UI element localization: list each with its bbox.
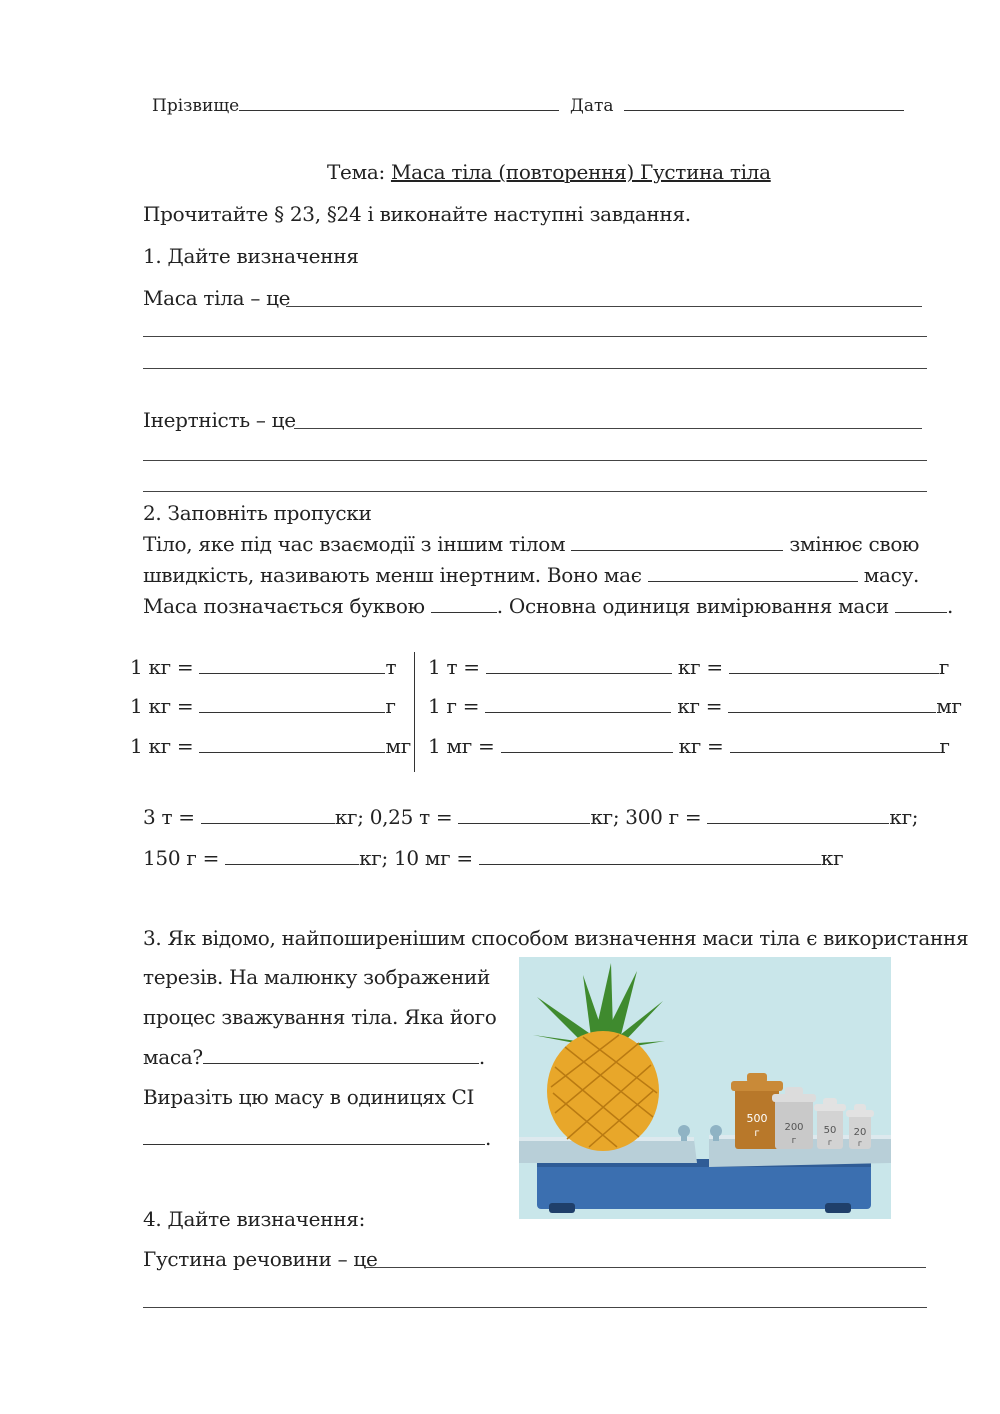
- weight-label: 500: [746, 1112, 768, 1125]
- conv-lhs: 1 г =: [428, 694, 480, 718]
- task2-line-3-mid: . Основна одиниця вимірювання маси: [496, 594, 889, 618]
- weight-20: [846, 1104, 874, 1149]
- weight-label: 20: [853, 1127, 867, 1138]
- si-answer-blank[interactable]: [143, 1128, 485, 1145]
- surname-blank[interactable]: [239, 94, 559, 111]
- conv-text: кг; 0,25 т =: [334, 805, 453, 829]
- conv-unit: г: [938, 655, 950, 679]
- conv-lhs: 1 кг =: [130, 655, 194, 679]
- weight-50: [814, 1098, 846, 1149]
- conv-blank[interactable]: [485, 696, 671, 713]
- date-blank[interactable]: [624, 94, 904, 111]
- table-divider: [414, 652, 415, 772]
- blank-mass-letter[interactable]: [431, 596, 497, 613]
- scale-foot: [549, 1203, 575, 1213]
- conv-blank[interactable]: [501, 736, 673, 753]
- scale-illustration: [519, 957, 891, 1219]
- mass-question: маса?: [143, 1045, 203, 1069]
- conv-left-row: [130, 655, 396, 679]
- pineapple: [547, 1031, 659, 1151]
- conv-blank[interactable]: [728, 696, 936, 713]
- task3-line-3: процес зважування тіла. Яка його: [143, 1005, 497, 1029]
- conv-unit: т: [385, 655, 397, 679]
- conv-text: 150 г =: [143, 846, 220, 870]
- conv-text: кг: [820, 846, 844, 870]
- conv-mid: кг =: [678, 734, 724, 758]
- task4-heading: 4. Дайте визначення:: [143, 1207, 366, 1231]
- blank-mass-size[interactable]: [648, 565, 858, 582]
- conv-blank[interactable]: [201, 807, 335, 824]
- inertia-answer-line-1[interactable]: [294, 428, 922, 429]
- date-label: Дата: [570, 96, 614, 116]
- topic-prefix: Тема:: [327, 160, 391, 184]
- task2-line-3: [143, 594, 953, 618]
- period: .: [485, 1126, 492, 1150]
- weight-label: 50: [823, 1125, 837, 1136]
- conv-right-row: [428, 734, 950, 758]
- blank-interaction[interactable]: [571, 534, 783, 551]
- conv-text: 3 т =: [143, 805, 195, 829]
- task2-line-2-start: швидкість, називають менш інертним. Воно має: [143, 563, 642, 587]
- mass-answer-line-1[interactable]: [286, 306, 922, 307]
- mass-definition-label: Маса тіла – це: [143, 286, 291, 310]
- conv-blank[interactable]: [458, 807, 590, 824]
- weight-label: 200: [784, 1122, 804, 1133]
- conv-unit: мг: [385, 734, 411, 758]
- task2-heading: 2. Заповніть пропуски: [143, 501, 372, 525]
- task2-line-1-end: змінює свою: [789, 532, 920, 556]
- conv-left-row: [130, 694, 396, 718]
- topic-title: Маса тіла (повторення) Густина тіла: [390, 160, 771, 184]
- task2-line-2-end: масу.: [863, 563, 920, 587]
- conv-blank[interactable]: [730, 736, 940, 753]
- conv-blank[interactable]: [225, 848, 359, 865]
- task3-line-4: [143, 1045, 485, 1069]
- conv-blank[interactable]: [479, 848, 821, 865]
- weight-unit: г: [754, 1128, 760, 1139]
- inertia-answer-line-2[interactable]: [143, 460, 927, 461]
- task2-line-2: [143, 563, 919, 587]
- conv-right-row: [428, 694, 962, 718]
- conv-lhs: 1 т =: [428, 655, 480, 679]
- weight-unit: г: [827, 1138, 833, 1147]
- inertia-answer-line-3[interactable]: [143, 491, 927, 492]
- conv-blank[interactable]: [729, 657, 939, 674]
- task3-line-1: 3. Як відомо, найпоширенішим способом визначення маси тіла є використання: [143, 926, 969, 950]
- conv-left-row: [130, 734, 411, 758]
- conv-blank[interactable]: [486, 657, 672, 674]
- conv-unit: мг: [936, 694, 962, 718]
- conv-text: кг; 300 г =: [590, 805, 702, 829]
- task2-line-1: [143, 532, 919, 556]
- conv-lhs: 1 кг =: [130, 734, 194, 758]
- task2-line-3-start: Маса позначається буквою: [143, 594, 425, 618]
- conversion-row-a: [143, 805, 918, 829]
- conv-right-row: [428, 655, 949, 679]
- task3-line-5: Виразіть цю масу в одиницях СІ: [143, 1085, 475, 1109]
- conversion-row-b: [143, 846, 843, 870]
- task3-line-6: [143, 1126, 491, 1150]
- density-answer-line-1[interactable]: [364, 1267, 926, 1268]
- conv-mid: кг =: [677, 655, 723, 679]
- conv-lhs: 1 мг =: [428, 734, 495, 758]
- topic-line: [327, 160, 771, 184]
- surname-field[interactable]: [152, 94, 559, 116]
- density-answer-line-2[interactable]: [143, 1307, 927, 1308]
- conv-unit: г: [385, 694, 396, 718]
- date-field[interactable]: [570, 94, 904, 116]
- conv-blank[interactable]: [199, 736, 385, 753]
- density-definition-label: Густина речовини – це: [143, 1247, 378, 1271]
- conv-blank[interactable]: [199, 657, 385, 674]
- mass-answer-line-3[interactable]: [143, 368, 927, 369]
- task3-line-2: терезів. На малюнку зображений: [143, 965, 491, 989]
- weight-unit: г: [791, 1136, 797, 1146]
- conv-blank[interactable]: [707, 807, 889, 824]
- task1-heading: 1. Дайте визначення: [143, 244, 359, 268]
- conv-blank[interactable]: [199, 696, 385, 713]
- inertia-definition-label: Інертність – це: [143, 408, 296, 432]
- weight-unit: г: [857, 1139, 863, 1148]
- conv-text: кг; 10 мг =: [359, 846, 473, 870]
- weight-200: [772, 1087, 816, 1149]
- conv-text: кг;: [889, 805, 919, 829]
- conv-mid: кг =: [677, 694, 723, 718]
- scale-foot: [825, 1203, 851, 1213]
- mass-answer-line-2[interactable]: [143, 336, 927, 337]
- conv-unit: г: [939, 734, 950, 758]
- blank-mass-unit[interactable]: [895, 596, 947, 613]
- period: .: [478, 1045, 485, 1069]
- task2-line-3-end: .: [946, 594, 954, 618]
- task2-line-1-start: Тіло, яке під час взаємодії з іншим тілом: [143, 532, 566, 556]
- intro-text: Прочитайте § 23, §24 і виконайте наступні завдання.: [143, 202, 691, 226]
- conv-lhs: 1 кг =: [130, 694, 194, 718]
- surname-label: Прізвище: [152, 96, 240, 116]
- mass-answer-blank[interactable]: [203, 1047, 479, 1064]
- scale-drawing: [519, 957, 891, 1219]
